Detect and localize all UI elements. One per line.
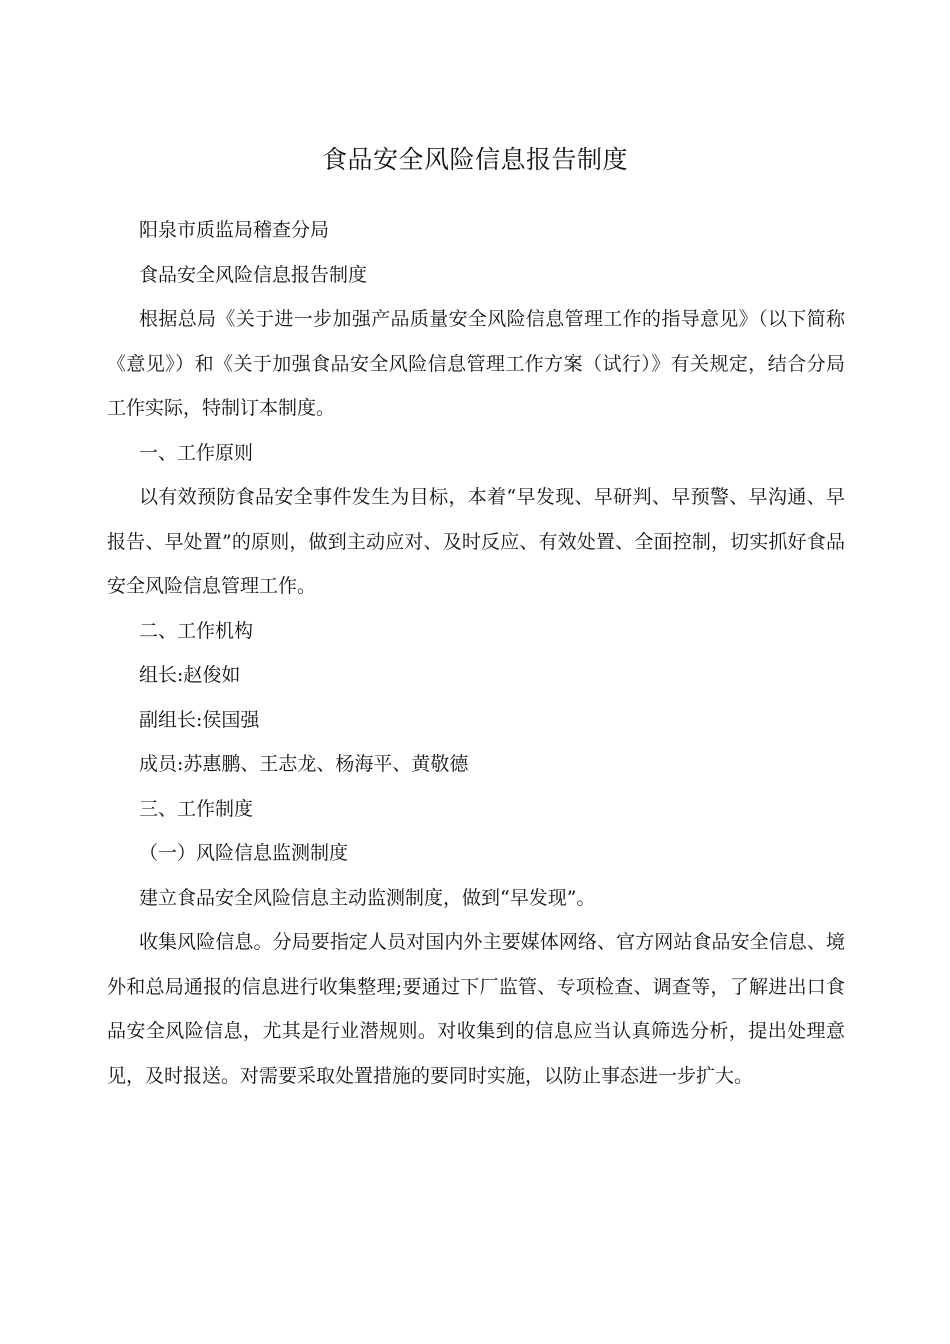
- document-title: 食品安全风险信息报告制度: [321, 145, 628, 174]
- paragraph-leader: 组长:赵俊如: [139, 664, 241, 686]
- section-heading-principles: 一、工作原则: [139, 441, 254, 464]
- paragraph-monitoring-summary: 建立食品安全风险信息主动监测制度，做到“早发现”。: [139, 886, 596, 909]
- paragraph-principles: 以有效预防食品安全事件发生为目标，本着“早发现、早研判、早预警、早沟通、早报告、早处置”的原则，做到主动应对、及时反应、有效处置、全面控制，切实抓好食品安全风险信息管理工作。: [107, 486, 845, 597]
- paragraph-deputy-leader: 副组长:侯国强: [139, 708, 260, 731]
- subsection-heading-monitoring: （一）风险信息监测制度: [139, 842, 349, 864]
- section-heading-organization: 二、工作机构: [139, 619, 254, 642]
- paragraph-issuer: 阳泉市质监局稽查分局: [139, 219, 330, 241]
- paragraph-collection: 收集风险信息。分局要指定人员对国内外主要媒体网络、官方网站食品安全信息、境外和总局通报的信息进行收集整理;要通过下厂监管、专项检查、调查等，了解进出口食品安全风险信息，尤其是行业潜规则。对收集到的信息应当认真筛选分析，提出处理意见，及时报送。对需要采取处置措施的要同时实施，以防止事态进一步扩大。: [107, 931, 845, 1087]
- section-heading-rules: 三、工作制度: [139, 797, 254, 820]
- paragraph-members: 成员:苏惠鹏、王志龙、杨海平、黄敬德: [139, 753, 469, 775]
- paragraph-subtitle: 食品安全风险信息报告制度: [139, 263, 368, 286]
- document-body: [107, 208, 845, 1098]
- paragraph-intro: 根据总局《关于进一步加强产品质量安全风险信息管理工作的指导意见》（以下简称《意见》）和《关于加强食品安全风险信息管理工作方案（试行）》有关规定，结合分局工作实际，特制订本制度。: [107, 308, 845, 419]
